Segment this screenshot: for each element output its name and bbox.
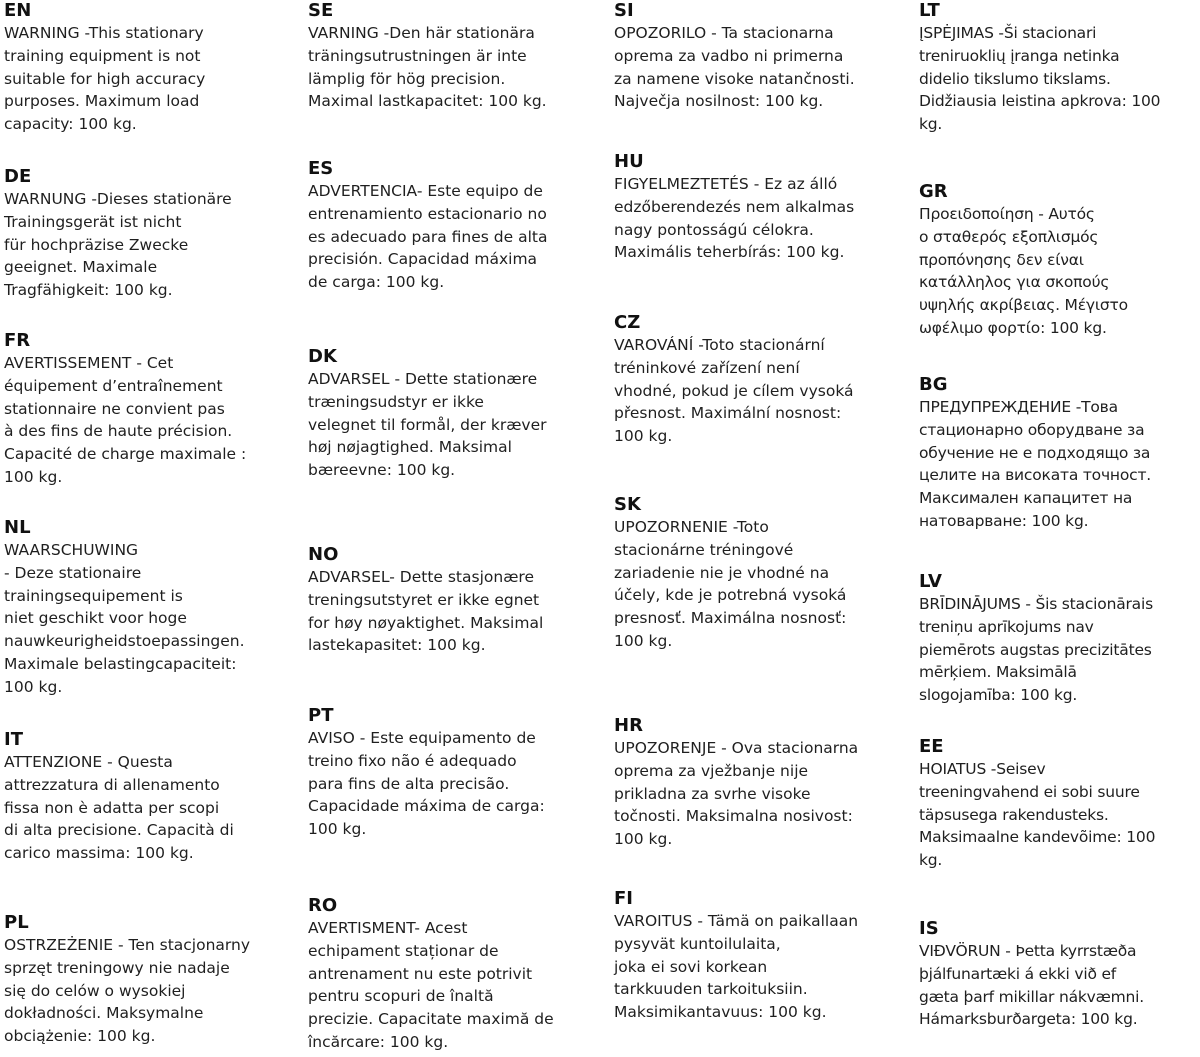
- language-code: SE: [308, 0, 334, 21]
- warning-text: AVERTISSEMENT - Cet équipement d’entraînement stationnaire ne convient pas à des fins de haute précision. Capacité de charge maximale : 100 kg.: [4, 354, 247, 486]
- warning-block-hu: [614, 151, 914, 264]
- warning-text: FIGYELMEZTETÉS - Ez az álló edzőberendezés nem alkalmas nagy pontosságú célokra. Maximális teherbírás: 100 kg.: [614, 175, 855, 262]
- warning-text: VAROITUS - Tämä on paikallaan pysyvät kuntoilulaita, joka ei sovi korkean tarkkuuden tarkoituksiin. Maksimikantavuus: 100 kg.: [614, 912, 859, 1022]
- warning-block-lv: [919, 571, 1200, 707]
- warning-text: AVISO - Este equipamento de treino fixo não é adequado para fins de alta precisão. Capacidade máxima de carga: 100 kg.: [308, 729, 545, 839]
- language-code: SK: [614, 494, 641, 515]
- warning-block-fi: [614, 888, 914, 1024]
- warning-text: VIÐVÖRUN - Þetta kyrrstæða þjálfunartæki á ekki við ef gæta þarf mikillar nákvæmni. Hámarksburðargeta: 100 kg.: [919, 942, 1145, 1029]
- warning-text: UPOZORENJE - Ova stacionarna oprema za vježbanje nije prikladna za svrhe visoke točnosti. Maksimalna nosivost: 100 kg.: [614, 739, 859, 849]
- language-code: BG: [919, 374, 948, 395]
- warning-text: VARNING -Den här stationära träningsutrustningen är inte lämplig för hög precision. Maximal lastkapacitet: 100 kg.: [308, 24, 547, 111]
- warning-text: OSTRZEŻENIE - Ten stacjonarny sprzęt treningowy nie nadaje się do celów o wysokiej dokładności. Maksymalne obciążenie: 100 kg.: [4, 936, 251, 1046]
- warning-text: Προειδοποίηση - Αυτός ο σταθερός εξοπλισμός προπόνησης δεν είναι κατάλληλος για σκοπούς υψηλής ακρίβειας. Μέγιστο ωφέλιμο φορτίο: 100 kg.: [919, 205, 1128, 337]
- warning-block-it: [4, 729, 302, 865]
- warning-block-pt: [308, 705, 608, 841]
- warning-block-es: [308, 158, 608, 294]
- language-code: PL: [4, 912, 29, 933]
- warning-text: ĮSPĖJIMAS -Ši stacionari treniruoklių įranga netinka didelio tikslumo tikslams. Didžiausia leistina apkrova: 100 kg.: [919, 24, 1161, 134]
- warning-block-no: [308, 544, 608, 657]
- warning-block-ro: [308, 895, 608, 1054]
- language-code: FI: [614, 888, 633, 909]
- language-code: EE: [919, 736, 944, 757]
- warning-block-si: [614, 0, 914, 113]
- warning-text: HOIATUS -Seisev treeningvahend ei sobi suure täpsusega rakendusteks. Maksimaalne kandevõime: 100 kg.: [919, 760, 1156, 870]
- warning-text: ПРЕДУПРЕЖДЕНИЕ -Това стационарно оборудване за обучение не е подходящо за целите на високата точност. Максимален капацитет на натоварване: 100 kg.: [919, 398, 1152, 530]
- warning-text: WAARSCHUWING - Deze stationaire trainingsequipement is niet geschikt voor hoge nauwkeurigheidstoepassingen. Maximale belastingcapaciteit: 100 kg.: [4, 541, 245, 696]
- warning-block-de: [4, 166, 302, 302]
- warning-block-bg: [919, 374, 1200, 533]
- warning-text: AVERTISMENT- Acest echipament staționar de antrenament nu este potrivit pentru scopuri de înaltă precizie. Capacitate maximă de încărcare: 100 kg.: [308, 919, 554, 1051]
- warning-text: ADVARSEL - Dette stationære træningsudstyr er ikke velegnet til formål, der kræver høj nøjagtighed. Maksimal bæreevne: 100 kg.: [308, 370, 547, 480]
- warning-text: OPOZORILO - Ta stacionarna oprema za vadbo ni primerna za namene visoke natančnosti. Največja nosilnost: 100 kg.: [614, 24, 855, 111]
- warning-text: UPOZORNENIE -Toto stacionárne tréningové zariadenie nie je vhodné na účely, kde je potrebná vysoká presnosť. Maximálna nosnosť: 100 kg.: [614, 518, 847, 650]
- language-code: IS: [919, 918, 939, 939]
- language-code: LT: [919, 0, 940, 21]
- language-code: EN: [4, 0, 32, 21]
- language-code: HU: [614, 151, 644, 172]
- language-code: DE: [4, 166, 32, 187]
- language-code: LV: [919, 571, 942, 592]
- warning-block-hr: [614, 715, 914, 851]
- language-code: GR: [919, 181, 948, 202]
- language-code: DK: [308, 346, 337, 367]
- warning-text: ADVARSEL- Dette stasjonære treningsutstyret er ikke egnet for høy nøyaktighet. Maksimal lastekapasitet: 100 kg.: [308, 568, 544, 655]
- warning-text: BRĪDINĀJUMS - Šis stacionārais treniņu aprīkojums nav piemērots augstas precizitātes mērķiem. Maksimālā slogojamība: 100 kg.: [919, 595, 1153, 705]
- warning-text: WARNING -This stationary training equipment is not suitable for high accuracy purposes. Maximum load capacity: 100 kg.: [4, 24, 206, 134]
- warning-block-sk: [614, 494, 914, 653]
- language-code: NO: [308, 544, 339, 565]
- warning-block-fr: [4, 330, 302, 489]
- warning-block-gr: [919, 181, 1200, 340]
- warning-text: VAROVÁNÍ -Toto stacionární tréninkové zařízení není vhodné, pokud je cílem vysoká přesnost. Maximální nosnost: 100 kg.: [614, 336, 854, 446]
- warning-block-dk: [308, 346, 608, 482]
- warning-block-lt: [919, 0, 1200, 136]
- language-code: ES: [308, 158, 334, 179]
- warning-text: WARNUNG -Dieses stationäre Trainingsgerät ist nicht für hochpräzise Zwecke geeignet. Maximale Tragfähigkeit: 100 kg.: [4, 190, 232, 300]
- language-code: NL: [4, 517, 31, 538]
- language-code: SI: [614, 0, 634, 21]
- language-code: HR: [614, 715, 643, 736]
- warning-text: ATTENZIONE - Questa attrezzatura di allenamento fissa non è adatta per scopi di alta precisione. Capacità di carico massima: 100 kg.: [4, 753, 234, 863]
- language-code: RO: [308, 895, 338, 916]
- warning-block-is: [919, 918, 1200, 1031]
- warning-text: ADVERTENCIA- Este equipo de entrenamiento estacionario no es adecuado para fines de alta precisión. Capacidad máxima de carga: 100 kg.: [308, 182, 548, 292]
- warning-block-ee: [919, 736, 1200, 872]
- language-code: IT: [4, 729, 23, 750]
- language-code: FR: [4, 330, 31, 351]
- warning-block-en: [4, 0, 302, 136]
- warning-block-cz: [614, 312, 914, 448]
- language-code: CZ: [614, 312, 641, 333]
- warning-block-nl: [4, 517, 302, 699]
- language-code: PT: [308, 705, 334, 726]
- warning-block-pl: [4, 912, 302, 1048]
- warning-block-se: [308, 0, 608, 113]
